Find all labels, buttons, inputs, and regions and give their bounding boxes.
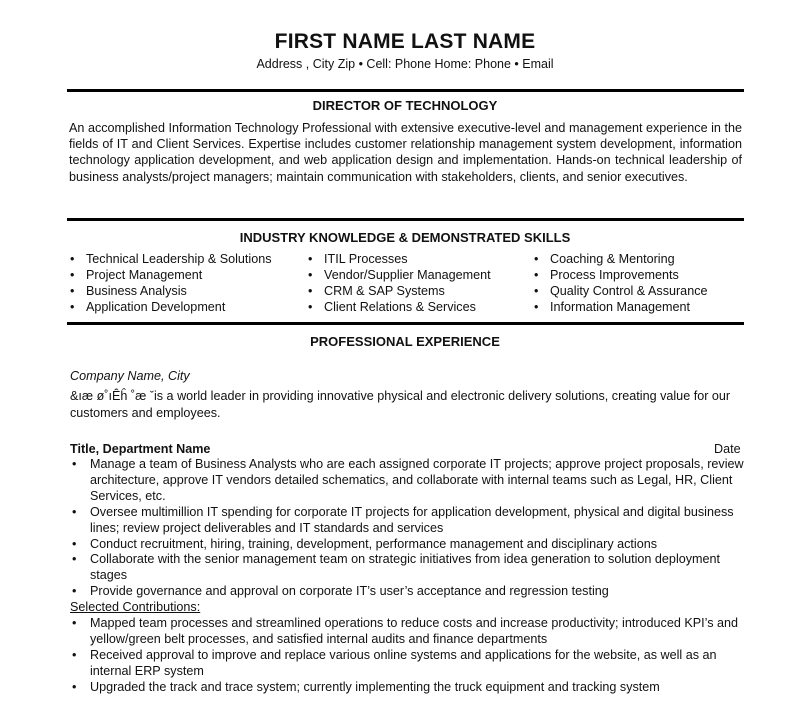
list-item (70, 505, 750, 537)
skill-label: ITIL Processes (324, 252, 408, 266)
bullet: • (308, 300, 313, 314)
list-item (70, 584, 750, 600)
skill-item (534, 299, 708, 315)
bullet: • (72, 584, 77, 599)
bullet: • (72, 616, 77, 630)
summary-paragraph: An accomplished Information Technology Professional with extensive executive-level and management experience in the fields of IT and Client Services. Expertise includes customer relationship management system development, information technology application development, and web application design and implementation. Hands-on technical leadership of business analysts/project managers; maintain communication with stakeholders, clients, and senior executives. (69, 121, 742, 184)
skill-item (308, 283, 491, 299)
job-date: Date (714, 442, 741, 456)
bullet: • (534, 284, 539, 298)
responsibilities-list (70, 457, 750, 600)
list-item-text: Oversee multimillion IT spending for corporate IT projects for application development, physical and digital business lines; review project deliverables and IT standards and services (90, 504, 734, 535)
list-item-text: Collaborate with the senior management team on strategic initiatives from idea generation to solution deployment stages (90, 552, 721, 583)
skill-label: Technical Leadership & Solutions (86, 252, 272, 266)
objective-heading: DIRECTOR OF TECHNOLOGY (312, 98, 498, 113)
bullet: • (70, 252, 75, 266)
bullet: • (72, 679, 77, 694)
company-name: Company Name, City (70, 369, 190, 383)
bullet: • (72, 457, 77, 471)
list-item (70, 537, 750, 553)
experience-heading: PROFESSIONAL EXPERIENCE (310, 334, 500, 349)
list-item-text: Conduct recruitment, hiring, training, development, performance management and disciplinary actions (90, 536, 658, 551)
skill-item (70, 299, 272, 315)
skills-divider (67, 322, 744, 325)
skill-label: Client Relations & Services (324, 300, 476, 314)
list-item-text: Received approval to improve and replace various online systems and applications for the website, as well as an internal ERP system (90, 647, 717, 678)
bullet: • (534, 252, 539, 266)
list-item (70, 648, 750, 680)
skill-label: Coaching & Mentoring (550, 252, 675, 266)
list-item (70, 457, 750, 505)
list-item (70, 680, 750, 696)
bullet: • (308, 268, 313, 282)
skill-item (534, 283, 708, 299)
list-item-text: Upgraded the track and trace system; currently implementing the truck equipment and tracking system (90, 679, 660, 694)
bullet: • (308, 252, 313, 266)
skill-label: Project Management (86, 268, 203, 282)
skill-label: Business Analysis (86, 284, 187, 298)
list-item (70, 552, 750, 584)
skill-item (70, 267, 272, 283)
bullet: • (72, 504, 77, 519)
skill-item (308, 251, 491, 267)
bullet: • (72, 536, 77, 551)
summary-divider (67, 218, 744, 221)
bullet: • (70, 300, 75, 314)
bullet: • (534, 300, 539, 314)
job-title: Title, Department Name (70, 442, 211, 456)
skill-item (534, 251, 708, 267)
bullet: • (534, 268, 539, 282)
list-item (70, 616, 750, 648)
skills-column-1 (70, 251, 272, 315)
contributions-list (70, 616, 750, 696)
skill-label: Vendor/Supplier Management (324, 268, 491, 282)
skill-label: Process Improvements (550, 268, 679, 282)
skill-item (308, 267, 491, 283)
list-item-text: Provide governance and approval on corporate IT’s user’s acceptance and regression testing (90, 584, 609, 599)
bullet: • (308, 284, 313, 298)
bullet: • (70, 284, 75, 298)
list-item-text: Mapped team processes and streamlined operations to reduce costs and increase productivity; introduced KPI’s and yellow/green belt processes, and satisfied internal audits and finance departments (90, 616, 739, 646)
skills-column-2 (308, 251, 491, 315)
contributions-label: Selected Contributions: (70, 600, 201, 614)
list-item-text: Manage a team of Business Analysts who are each assigned corporate IT projects; approve project proposals, review architecture, approve IT vendors detailed schematics, and collaborate with internal teams such as Legal, HR, Client Services, etc. (90, 457, 744, 503)
skill-label: CRM & SAP Systems (324, 284, 445, 298)
contact-line: Address , City Zip • Cell: Phone Home: Phone • Email (256, 57, 554, 71)
bullet: • (72, 647, 77, 662)
skill-label: Quality Control & Assurance (550, 284, 708, 298)
candidate-name: FIRST NAME LAST NAME (274, 30, 536, 53)
skills-column-3 (534, 251, 708, 315)
skill-item (70, 283, 272, 299)
skill-item (308, 299, 491, 315)
skill-label: Application Development (86, 300, 226, 314)
header-divider (67, 89, 744, 92)
company-description: &ıæ ø˚ıÊĥ ˚æ ˇis a world leader in providing innovative physical and electronic delivery solutions, creating value for our customers and employees. (70, 389, 731, 420)
bullet: • (72, 552, 77, 567)
skills-heading: INDUSTRY KNOWLEDGE & DEMONSTRATED SKILLS (239, 230, 571, 245)
bullet: • (70, 268, 75, 282)
skill-item (534, 267, 708, 283)
skill-item (70, 251, 272, 267)
skill-label: Information Management (550, 300, 691, 314)
